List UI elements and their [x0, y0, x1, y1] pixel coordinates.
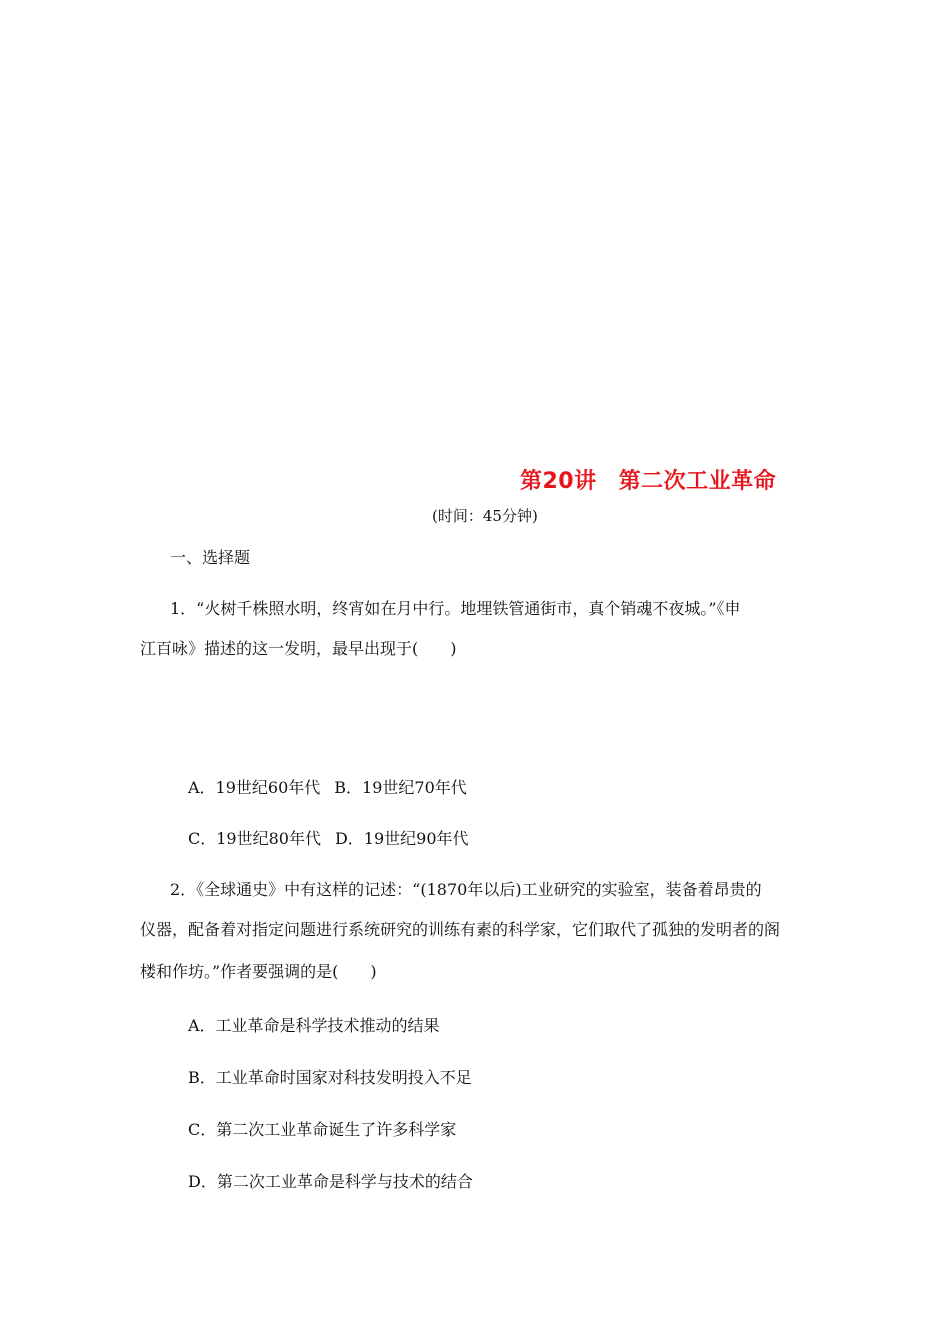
question-2-line-1: 2．《全球通史》中有这样的记述：“(1870年以后)工业研究的实验室，装备着昂贵的: [170, 880, 762, 899]
question-1-options-row-2: [188, 829, 469, 849]
time-note: (时间：45分钟): [432, 507, 538, 525]
question-1-option-d: D．19世纪90年代: [334, 829, 469, 848]
question-1-line-1: 1．“火树千株照水明，终宵如在月中行。地埋铁管通街市，真个销魂不夜城。”《申: [170, 599, 741, 618]
question-2-line-2: 仪器，配备着对指定问题进行系统研究的训练有素的科学家，它们取代了孤独的发明者的阁: [140, 920, 781, 939]
question-1-line-2: 江百咏》描述的这一发明，最早出现于( ): [140, 639, 457, 658]
section-heading: 一、选择题: [170, 548, 251, 567]
question-2-option-d: D．第二次工业革命是科学与技术的结合: [188, 1172, 473, 1191]
question-1-option-a: A．19世纪60年代: [188, 778, 321, 797]
lecture-number: 第20讲: [520, 469, 597, 494]
question-2-line-3: 楼和作坊。”作者要强调的是( ): [140, 962, 377, 981]
page-title: [520, 464, 820, 495]
question-1-option-b: B．19世纪70年代: [334, 778, 467, 797]
question-1-options-row-1: [188, 778, 467, 798]
question-2-option-a: A．工业革命是科学技术推动的结果: [188, 1016, 440, 1035]
question-2-option-c: C．第二次工业革命诞生了许多科学家: [188, 1120, 457, 1139]
question-2-option-b: B．工业革命时国家对科技发明投入不足: [188, 1068, 472, 1087]
question-1-option-c: C．19世纪80年代: [188, 829, 321, 848]
lecture-topic: 第二次工业革命: [618, 469, 777, 494]
